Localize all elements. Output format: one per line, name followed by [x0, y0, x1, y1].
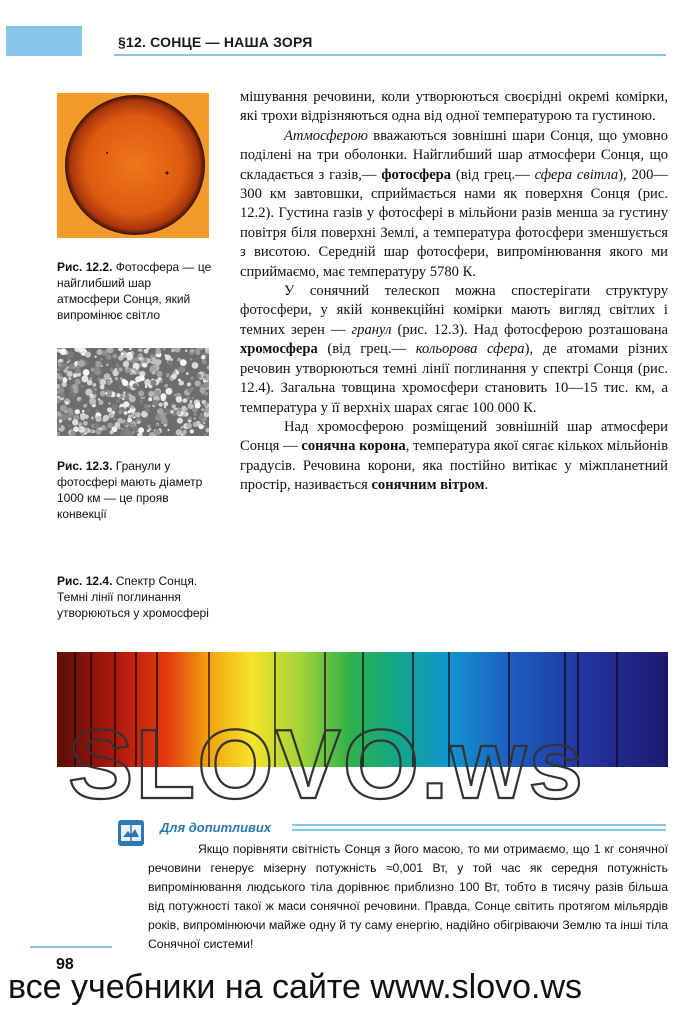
- granule: [68, 424, 70, 426]
- granule: [183, 398, 188, 403]
- text-run: Над хромосферою розміщений зовнішній шар атмосфери Сонця —: [240, 418, 668, 455]
- granule: [123, 401, 129, 407]
- footer-rule: [30, 946, 112, 948]
- granule: [188, 403, 194, 409]
- granule: [68, 351, 74, 357]
- granule: [112, 354, 117, 359]
- granule: [199, 415, 204, 420]
- paragraph: [240, 418, 668, 496]
- granule: [176, 429, 183, 436]
- page-number: 98: [56, 956, 74, 973]
- granule: [167, 360, 173, 366]
- granule: [63, 377, 67, 381]
- granule: [59, 419, 63, 423]
- text-run: вважаються зовнішні шари Сонця, що умовно поділені на три оболонки. Найглибший шар атмосфери Сонця, що складається з газів,—: [240, 127, 668, 183]
- granule: [100, 358, 103, 361]
- granule: [123, 361, 129, 367]
- granule: [204, 372, 207, 375]
- granule: [145, 386, 147, 388]
- granule: [170, 410, 174, 414]
- granule: [166, 373, 170, 377]
- granule: [119, 357, 122, 360]
- granule: [99, 400, 104, 405]
- granule: [194, 413, 197, 416]
- granule: [123, 422, 127, 426]
- granule: [119, 368, 123, 372]
- granule: [133, 363, 140, 370]
- granule: [200, 387, 206, 393]
- granule: [197, 374, 201, 378]
- granule: [118, 427, 121, 430]
- granule: [170, 358, 173, 361]
- granule: [60, 393, 65, 398]
- granule: [139, 400, 143, 404]
- granule: [75, 368, 81, 374]
- granule: [90, 429, 94, 433]
- granule: [134, 368, 136, 370]
- granule: [57, 416, 60, 419]
- granule: [95, 361, 101, 367]
- granule: [118, 348, 123, 352]
- granule: [93, 413, 96, 416]
- granule: [163, 402, 168, 407]
- granule: [90, 394, 95, 399]
- granule: [91, 374, 94, 377]
- term-italic: сфера світла: [534, 166, 619, 183]
- granule: [123, 391, 125, 393]
- granule: [171, 348, 175, 352]
- granule: [206, 428, 210, 433]
- granule: [139, 357, 142, 360]
- granule: [91, 417, 94, 420]
- granule: [187, 388, 192, 393]
- granule: [194, 417, 196, 419]
- granule: [104, 373, 111, 380]
- granule: [190, 377, 193, 380]
- granule: [138, 349, 141, 352]
- granule: [138, 427, 144, 433]
- caption-label: Рис. 12.3.: [57, 459, 113, 473]
- granule: [100, 385, 105, 390]
- granule: [121, 428, 124, 431]
- granule: [150, 359, 152, 361]
- granule: [204, 433, 207, 436]
- granule: [144, 349, 149, 354]
- granule: [193, 422, 198, 427]
- granule: [73, 388, 78, 393]
- granule: [93, 383, 97, 387]
- granule: [73, 366, 76, 369]
- paragraph: Якщо порівняти світність Сонця з його масою, то ми отримаємо, що 1 кг сонячної речовини генерує мізерну потужність ≈0,001 Вт, у той час як середня потужність випромінювання людського тіла дорівнює приблизно 100 Вт, тобто в тисячу разів більша від потужності такої ж маси сонячної речовини. Правда, Сонце світить протягом мільярдів років, випромінюючи майже одну й ту саму енергію, надійно обігріваючи Землю та інші тіла Сонячної системи!: [148, 842, 668, 951]
- granule: [204, 402, 208, 406]
- text-run: У сонячний телескоп можна спостерігати структуру фотосфери, у якій конвекційні комірки мають вигляд світлих і темних зерен —: [240, 283, 668, 338]
- granule: [189, 417, 192, 420]
- figure-caption-12-2: [57, 259, 215, 323]
- granule: [89, 398, 96, 405]
- granule: [190, 429, 194, 433]
- granule: [135, 376, 141, 382]
- granule: [178, 366, 185, 373]
- granule: [95, 416, 101, 422]
- granule: [171, 404, 176, 409]
- caption-text: Фотосфера — це найглибший шар атмосфери Сонця, який випромінює світло: [57, 260, 212, 322]
- granule: [199, 424, 204, 429]
- granule: [144, 379, 151, 386]
- granule: [89, 377, 92, 380]
- caption-label: Рис. 12.2.: [57, 260, 113, 274]
- granule: [115, 377, 119, 381]
- granule: [174, 394, 177, 397]
- granule: [87, 409, 90, 412]
- granule: [67, 361, 69, 363]
- granule: [177, 418, 183, 424]
- granule: [110, 430, 114, 434]
- granule: [121, 353, 124, 356]
- granule: [115, 363, 119, 367]
- granule: [60, 405, 67, 412]
- granule: [83, 421, 88, 426]
- granule: [111, 380, 113, 382]
- granule: [90, 399, 93, 402]
- site-banner: все учебники на сайте www.slovo.ws: [8, 968, 583, 1006]
- granule: [202, 359, 207, 364]
- granule: [129, 394, 132, 397]
- granule: [155, 348, 161, 354]
- granule: [104, 427, 107, 430]
- granule: [148, 397, 152, 401]
- granule: [176, 396, 182, 402]
- granule: [201, 355, 206, 360]
- granule: [190, 400, 193, 403]
- granule: [156, 371, 162, 377]
- granule: [113, 418, 115, 420]
- granule: [201, 408, 204, 411]
- granule: [190, 358, 193, 361]
- granule: [165, 408, 170, 413]
- granule: [100, 391, 106, 397]
- granule: [78, 360, 85, 367]
- text-run: , температура якої сягає кількох мільйонів градусів. Речовина корони, яка постійно витікає у міжпланетний простір, називається: [240, 438, 668, 494]
- figure-caption-12-3: [57, 458, 215, 522]
- granule: [181, 426, 184, 429]
- granule: [96, 429, 102, 435]
- granule: [75, 379, 81, 385]
- granule: [130, 373, 132, 375]
- granule: [159, 403, 163, 407]
- granule: [184, 408, 187, 411]
- granule: [152, 400, 158, 406]
- granule: [79, 399, 82, 402]
- granule: [132, 431, 135, 434]
- caption-text: Гранули у фотосфері мають діаметр 1000 км — це прояв конвекції: [57, 459, 203, 521]
- granule: [195, 350, 200, 355]
- granule: [106, 354, 112, 360]
- granule: [101, 435, 103, 436]
- granule: [155, 390, 160, 395]
- granule: [105, 392, 107, 394]
- granule: [150, 366, 156, 372]
- granule: [165, 354, 167, 356]
- granule: [118, 381, 121, 384]
- granule: [69, 377, 72, 380]
- granule: [116, 399, 120, 403]
- granule: [145, 408, 150, 413]
- curious-rule: [292, 824, 666, 831]
- term-bold: сонячна корона: [301, 438, 406, 455]
- granule: [96, 409, 98, 411]
- granule: [81, 375, 88, 382]
- granule: [187, 418, 189, 420]
- granule: [82, 410, 85, 413]
- granule: [129, 424, 134, 429]
- granule: [163, 348, 166, 351]
- granule: [172, 372, 174, 374]
- granule: [57, 423, 61, 428]
- text-run: (рис. 12.3). Над фотосферою розташована: [391, 321, 668, 338]
- granule: [92, 387, 94, 389]
- granule: [65, 401, 68, 404]
- granule: [150, 380, 156, 386]
- granule: [164, 406, 166, 408]
- granule: [140, 397, 143, 400]
- granule: [128, 410, 131, 413]
- granule: [79, 428, 81, 430]
- granule: [207, 365, 209, 369]
- figure-caption-12-4: [57, 573, 215, 621]
- granule: [81, 385, 84, 388]
- granule: [192, 362, 199, 369]
- granule: [122, 394, 125, 397]
- granule: [67, 371, 73, 377]
- granule: [99, 379, 106, 386]
- granule: [111, 410, 115, 414]
- granule: [107, 407, 112, 412]
- granule: [57, 362, 62, 367]
- paragraph: мішування речовини, коли утворюються своєрідні окремі комірки, які трохи відрізняються одна від одної температурою та густиною.: [240, 89, 668, 125]
- granule: [179, 381, 184, 386]
- granule: [97, 349, 103, 355]
- granule: [143, 358, 147, 362]
- granule: [191, 349, 194, 352]
- granule: [155, 423, 158, 426]
- granule: [147, 425, 150, 428]
- granule: [83, 369, 90, 376]
- granule: [103, 415, 109, 421]
- granule: [165, 388, 172, 395]
- granule: [155, 359, 161, 365]
- paragraph: [240, 127, 668, 282]
- header-rule: [114, 54, 666, 56]
- granule: [189, 383, 192, 386]
- photosphere-figure: [57, 93, 209, 238]
- granules-figure: [57, 348, 209, 436]
- granule: [167, 429, 169, 431]
- paragraph: [240, 282, 668, 418]
- granule: [171, 374, 177, 380]
- granule: [67, 408, 73, 414]
- granule: [107, 423, 113, 429]
- granule: [174, 370, 176, 372]
- granule: [133, 383, 138, 388]
- granule: [165, 384, 168, 387]
- granule: [119, 386, 123, 390]
- term-bold: фотосфера: [381, 166, 452, 183]
- granule: [175, 348, 181, 352]
- granule: [132, 413, 136, 417]
- granule: [155, 415, 161, 421]
- granule: [60, 348, 67, 355]
- granule: [129, 348, 132, 350]
- caption-text: Спектр Сонця. Темні лінії поглинання утворюються у хромосфері: [57, 574, 209, 620]
- granule: [122, 380, 128, 386]
- section-title: §12. СОНЦЕ — НАША ЗОРЯ: [118, 34, 313, 50]
- granule: [132, 352, 135, 355]
- granule: [75, 409, 80, 414]
- granule: [180, 359, 187, 366]
- granule: [137, 421, 140, 424]
- granule: [112, 370, 118, 376]
- term-bold: сонячним вітром: [371, 477, 485, 494]
- granule: [181, 415, 183, 417]
- granule: [192, 397, 194, 399]
- granule: [117, 418, 123, 424]
- term-italic: Атмосферою: [284, 127, 368, 144]
- granule: [78, 424, 81, 427]
- granule: [186, 372, 189, 375]
- term-italic: кольорова сфера: [415, 341, 525, 358]
- granule: [202, 421, 205, 424]
- granule: [72, 419, 78, 425]
- granule: [110, 369, 113, 372]
- granule: [135, 412, 140, 417]
- granule: [85, 352, 91, 358]
- granule: [118, 410, 122, 414]
- book-icon: [118, 820, 144, 846]
- granule: [186, 423, 192, 429]
- granule: [84, 404, 87, 407]
- granule: [127, 355, 133, 361]
- granule: [94, 368, 101, 375]
- watermark: SLOVO.ws: [68, 709, 586, 819]
- text-run: (від грец.—: [317, 341, 416, 358]
- header-accent-block: [6, 26, 82, 56]
- main-text: [240, 88, 668, 496]
- granule: [185, 350, 187, 352]
- granule: [160, 393, 166, 399]
- text-run: ), 200—300 км завтовшки, сприймається нами як поверхня Сонця (рис. 12.2). Густина газів у фотосфері в мільйони разів менша за густину повітря біля поверхні Землі, а температура фотосфери зменшується з висотою. Середній шар фотосфери, випромінювання якого ми сприймаємо, має температуру 5780 К.: [240, 166, 668, 280]
- granule: [195, 403, 201, 409]
- caption-label: Рис. 12.4.: [57, 574, 113, 588]
- granule: [84, 415, 89, 420]
- granule: [94, 356, 96, 358]
- granule: [148, 405, 151, 408]
- granule: [106, 364, 109, 367]
- granule: [120, 377, 123, 380]
- term-bold: хромосфера: [240, 341, 318, 358]
- granule: [204, 376, 206, 378]
- granule: [129, 395, 136, 402]
- granule: [128, 415, 132, 419]
- granule: [138, 390, 144, 396]
- granule: [116, 393, 120, 397]
- granule: [195, 380, 201, 386]
- granule: [160, 380, 163, 383]
- granule: [131, 406, 134, 409]
- curious-heading: Для допитливих: [160, 820, 272, 835]
- granule: [183, 430, 187, 434]
- granule: [108, 402, 110, 404]
- text-run: (від грец.—: [451, 166, 535, 183]
- granule: [112, 404, 118, 410]
- text-run: .: [484, 477, 489, 494]
- granule: [122, 398, 125, 401]
- granule: [147, 430, 150, 433]
- curious-text: [148, 840, 668, 954]
- granule: [74, 427, 78, 431]
- granule: [66, 413, 71, 418]
- granule: [143, 397, 145, 399]
- granule: [93, 423, 99, 429]
- granule: [57, 432, 60, 437]
- granule: [177, 411, 181, 415]
- granule: [148, 391, 154, 397]
- text-run: ), де атомами різних речовин утворюються темні лінії поглинання у спектрі Сонця (рис. 12.4). Загальна товщина хромосфери становить 10—15 тис. км, а температура у її верхніх шарах сягає 100 000 К.: [240, 341, 668, 416]
- term-italic: гранул: [351, 321, 392, 338]
- granule: [150, 356, 152, 358]
